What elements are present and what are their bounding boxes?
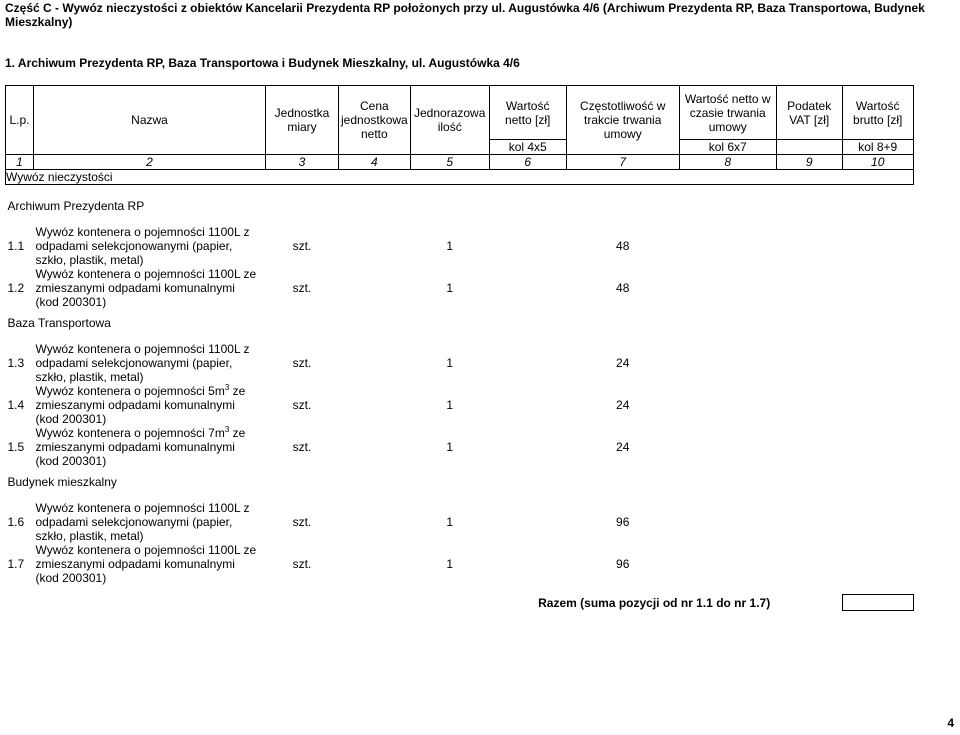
col-number-5: 5	[410, 155, 489, 170]
table-row	[6, 267, 914, 309]
row-qty: 1	[446, 238, 454, 253]
table-row	[6, 225, 914, 267]
col-header-jednostka: Jednostka miary	[266, 86, 339, 155]
row-frequency: 24	[616, 397, 630, 412]
row-description: Wywóz kontenera o pojemności 1100L ze zmieszanymi odpadami komunalnymi (kod 200301)	[35, 542, 257, 585]
formula-kol-4x5: kol 4x5	[489, 140, 566, 155]
row-description: Wywóz kontenera o pojemności 1100L ze zmieszanymi odpadami komunalnymi (kod 200301)	[35, 266, 257, 309]
col-header-wartosc-umowy: Wartość netto w czasie trwania umowy	[679, 86, 776, 140]
col-number-8: 8	[679, 155, 776, 170]
row-lp: 1.6	[7, 514, 25, 529]
col-number-7: 7	[566, 155, 679, 170]
col-number-6: 6	[489, 155, 566, 170]
row-lp: 1.5	[7, 439, 25, 454]
row-frequency: 24	[616, 355, 630, 370]
col-header-wartosc-netto: Wartość netto [zł]	[489, 86, 566, 140]
row-description: Wywóz kontenera o pojemności $5m^3$ ze zmieszanymi odpadami komunalnymi (kod 200301)	[35, 383, 246, 426]
formula-kol-8-9: kol 8+9	[842, 140, 913, 155]
row-unit: szt.	[292, 514, 312, 529]
row-unit: szt.	[292, 238, 312, 253]
table-row	[6, 384, 914, 426]
row-description: Wywóz kontenera o pojemności $7m^3$ ze zmieszanymi odpadami komunalnymi (kod 200301)	[35, 425, 246, 468]
section-archiwum: Archiwum Prezydenta RP	[7, 198, 145, 213]
col-header-nazwa: Nazwa	[34, 86, 266, 155]
section-subtitle: 1. Archiwum Prezydenta RP, Baza Transportowa i Budynek Mieszkalny, ul. Augustówka 4/6	[5, 56, 520, 70]
col-number-3: 3	[266, 155, 339, 170]
pricing-table	[5, 85, 914, 611]
col-number-2: 2	[34, 155, 266, 170]
col-header-czestotliwosc: Częstotliwość w trakcie trwania umowy	[566, 86, 679, 155]
row-frequency: 96	[616, 556, 630, 571]
row-lp: 1.3	[7, 355, 25, 370]
table-row	[6, 501, 914, 543]
row-frequency: 48	[616, 238, 630, 253]
row-lp: 1.4	[7, 397, 25, 412]
page-number: 4	[947, 716, 954, 730]
col-number-1: 1	[6, 155, 34, 170]
row-qty: 1	[446, 355, 454, 370]
row-lp: 1.7	[7, 556, 25, 571]
row-frequency: 48	[616, 280, 630, 295]
row-unit: szt.	[292, 355, 312, 370]
table-row	[6, 342, 914, 384]
row-description: Wywóz kontenera o pojemności 1100L z odpadami selekcjonowanymi (papier, szkło, plastik, metal)	[35, 224, 250, 267]
col-header-ilosc: Jednorazowa ilość	[410, 86, 489, 155]
document-title: Część C - Wywóz nieczystości z obiektów Kancelarii Prezydenta RP położonych przy ul. Augustówka 4/6 (Archiwum Prezydenta RP, Baza Transportowa, Budynek Mieszkalny)	[5, 1, 925, 29]
total-brutto-cell	[842, 595, 913, 611]
row-qty: 1	[446, 514, 454, 529]
row-qty: 1	[446, 280, 454, 295]
row-unit: szt.	[292, 280, 312, 295]
formula-kol-6x7: kol 6x7	[679, 140, 776, 155]
table-row	[6, 543, 914, 585]
section-budynek: Budynek mieszkalny	[7, 474, 117, 489]
category-label: Wywóz nieczystości	[6, 170, 914, 185]
table-row	[6, 426, 914, 468]
row-frequency: 96	[616, 514, 630, 529]
row-qty: 1	[446, 397, 454, 412]
col-header-lp: L.p.	[6, 86, 34, 155]
row-description: Wywóz kontenera o pojemności 1100L z odpadami selekcjonowanymi (papier, szkło, plastik, metal)	[35, 341, 250, 384]
total-label: Razem (suma pozycji od nr 1.1 do nr 1.7)	[538, 595, 771, 610]
row-qty: 1	[446, 439, 454, 454]
row-lp: 1.1	[7, 238, 25, 253]
row-description: Wywóz kontenera o pojemności 1100L z odpadami selekcjonowanymi (papier, szkło, plastik, metal)	[35, 500, 250, 543]
row-frequency: 24	[616, 439, 630, 454]
col-number-10: 10	[842, 155, 913, 170]
section-baza: Baza Transportowa	[7, 315, 111, 330]
col-number-4: 4	[339, 155, 411, 170]
col-header-brutto: Wartość brutto [zł]	[842, 86, 913, 140]
col-header-vat: Podatek VAT [zł]	[776, 86, 842, 140]
row-unit: szt.	[292, 397, 312, 412]
row-qty: 1	[446, 556, 454, 571]
row-unit: szt.	[292, 556, 312, 571]
col-header-cena: Cena jednostkowa netto	[339, 86, 411, 155]
col-number-9: 9	[776, 155, 842, 170]
row-lp: 1.2	[7, 280, 25, 295]
row-unit: szt.	[292, 439, 312, 454]
